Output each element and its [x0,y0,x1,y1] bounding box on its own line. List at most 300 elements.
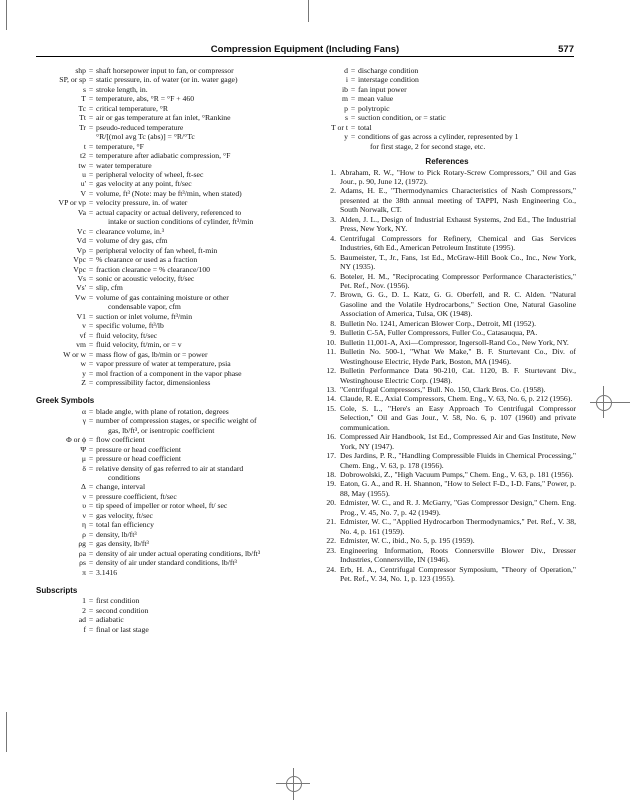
equals-sign: = [88,160,94,170]
symbol-definition: pseudo-reduced temperature [96,122,184,132]
reference-number: 14. [326,394,336,404]
symbol-definition: specific volume, ft³/lb [96,321,164,331]
symbol: VP or vp [58,198,86,208]
symbol-row [36,85,308,94]
symbol-row [36,312,308,321]
equals-sign: = [88,283,94,293]
symbol: ν [82,491,86,501]
symbol-definition: total fan efficiency [96,520,154,530]
symbol-row [36,492,308,501]
symbol-row [36,369,308,378]
symbol-definition: conditions of gas across a cylinder, represented by 1 [358,132,519,142]
reference-number: 20. [326,498,336,508]
symbol-definition: for first stage, 2 for second stage, etc. [370,141,486,151]
symbol-definition: suction or inlet volume, ft³/min [96,311,193,321]
symbol: tw [78,160,86,170]
reference-text: "Centrifugal Compressors," Bull. No. 150, Clark Bros. Co. (1958). [340,384,546,394]
equals-sign: = [350,66,356,75]
symbol-row [36,302,308,311]
symbol-row [36,340,308,349]
symbol: ρs [79,558,86,568]
symbol-definition: fraction clearance = % clearance/100 [96,264,211,274]
references-heading: References [425,157,469,167]
reference-text: Centrifugal Compressors for Refinery, Chemical and Gas Services Industries, 6th Ed., American Petroleum Institute (1995). [340,233,576,253]
symbol: s [345,113,348,123]
symbol-definition: total [358,122,372,132]
equals-sign: = [88,103,94,113]
symbol-row [36,227,308,236]
symbol-row [36,539,308,548]
equals-sign: = [88,330,94,340]
symbol-definition: temperature after adiabatic compression, °F [96,151,231,161]
symbol-row [318,142,576,151]
reference-number: 21. [326,517,336,527]
symbol: Vpc [73,255,86,265]
reference-number: 24. [326,564,336,574]
greek-symbols-list [36,407,308,577]
equals-sign: = [88,75,94,85]
crop-mark [6,712,7,752]
symbol-row [318,113,576,122]
symbol-definition: suction condition, or = static [358,113,446,123]
reference-item [318,253,576,272]
reference-text: Edmister, W. C., ibid., No. 5, p. 195 (1959). [340,536,475,546]
reference-text: Brown, G. G., D. L. Katz, G. G. Oberfell, and R. C. Alden. "Natural Gasoline and the Volatile Hydrocarbons," Section One, Natural Gasoline Association of America, Tulsa, OK (1948). [340,290,576,319]
equals-sign: = [88,416,94,426]
symbol-definition: temperature, °F [96,141,144,151]
symbol-definition: clearance volume, in.³ [96,226,165,236]
symbol-definition: static pressure, in. of water (or in. water gage) [96,75,238,85]
symbol-definition: stroke length, in. [96,84,148,94]
symbol: s [83,84,86,94]
symbol-definition: first condition [96,596,140,606]
reference-item [318,234,576,253]
equals-sign: = [88,169,94,179]
equals-sign: = [88,558,94,568]
symbol-definition: mol fraction of a component in the vapor phase [96,368,242,378]
symbol: δ [82,463,86,473]
symbol: Vw [74,292,86,302]
reference-number: 1. [330,167,336,177]
symbol-definition: gas density, lb/ft³ [96,539,149,549]
symbol: Φ or ϕ [66,435,86,445]
symbol-definition: tip speed of impeller or rotor wheel, ft/ sec [96,501,228,511]
symbol-row [318,104,576,113]
equals-sign [86,302,96,311]
symbol-definition: pressure coefficient, ft/sec [96,491,177,501]
symbol-row [36,530,308,539]
reference-item [318,517,576,536]
reference-item [318,479,576,498]
symbol-definition: vapor pressure of water at temperature, psia [96,359,231,369]
equals-sign: = [88,548,94,558]
equals-sign: = [350,75,356,85]
symbol-row [36,189,308,198]
equals-sign: = [88,463,94,473]
symbol-row [36,549,308,558]
symbol-row [36,161,308,170]
symbol: ρa [78,548,86,558]
symbol-definition: pressure or head coefficient [96,454,182,464]
symbol-definition: mass flow of gas, lb/min or = power [96,349,208,359]
symbol [318,142,348,151]
subscripts-heading: Subscripts [36,586,78,596]
symbol-definition: density, lb/ft³ [96,529,137,539]
equals-sign: = [88,226,94,236]
symbol-definition: peripheral velocity of fan wheel, ft-min [96,245,218,255]
equals-sign: = [88,292,94,302]
reference-item [318,432,576,451]
symbol: Va [77,207,86,217]
reference-item [318,290,576,318]
nomenclature-list [36,66,308,387]
symbol: ib [342,84,348,94]
symbol-definition: volume, ft³ (Note: may be ft³/min, when stated) [96,188,242,198]
symbol: Z [81,377,86,387]
reference-number: 2. [330,186,336,196]
symbol-definition: second condition [96,605,149,615]
reference-text: Claude, R. E., Axial Compressors, Chem. Eng., V. 63, No. 6, p. 212 (1956). [340,394,573,404]
symbol-definition: density of air under standard conditions, lb/ft³ [96,558,237,568]
symbol-row [36,416,308,425]
reference-number: 8. [330,318,336,328]
symbol: 2 [82,605,86,615]
symbol-row [318,94,576,103]
equals-sign: = [88,454,94,464]
symbol-row [36,208,308,217]
reference-item [318,338,576,347]
symbol: Vd [76,236,86,246]
equals-sign [348,142,358,151]
symbol [36,426,86,435]
equals-sign: = [350,103,356,113]
symbol: Tt [79,113,86,123]
symbol-definition: fluid velocity, ft/min, or = v [96,340,182,350]
symbol: Tr [79,122,86,132]
equals-sign: = [88,435,94,445]
symbol-row [36,142,308,151]
symbol-definition: final or last stage [96,624,149,634]
reference-text: Alden, J. L., Design of Industrial Exhaust Systems, 2nd Ed., The Industrial Press, New York, NY. [340,214,576,234]
symbol-row [36,558,308,567]
symbol: V1 [76,311,86,321]
symbol-row [36,606,308,615]
symbol: 1 [82,596,86,606]
equals-sign: = [88,567,94,577]
symbol: υ [82,501,86,511]
symbol-definition: °R/[(mol avg Tc (abs)] = °R/°Tc [96,132,195,142]
symbol-row [36,283,308,292]
equals-sign: = [88,198,94,208]
equals-sign: = [88,444,94,454]
symbol-definition: relative density of gas referred to air at standard [96,463,244,473]
reference-text: Eaton, G. A., and R. H. Shannon, "How to Select F-D., I-D. Fans," Power, p. 88, May (1955). [340,479,576,498]
equals-sign [86,426,96,435]
reference-number: 4. [330,233,336,243]
symbol: u [82,169,86,179]
equals-sign [86,132,96,141]
symbol-row [36,331,308,340]
symbol-row [36,75,308,84]
symbol-row [318,132,576,141]
symbol: ρ [82,529,86,539]
reference-item [318,328,576,337]
symbol: μ [81,454,86,464]
symbol-definition: blade angle, with plane of rotation, degrees [96,406,229,416]
symbol-definition: shaft horsepower input to fan, or compressor [96,66,234,75]
reference-text: Des Jardins, P. R., "Handling Compressible Fluids in Chemical Processing," Chem. Eng., V. 63, p. 178 (1956). [340,451,576,470]
reference-text: Engineering Information, Roots Connersville Blower Div., Dresser Industries, Connersville, IN (1946). [340,545,576,565]
symbol-row [36,454,308,463]
symbol-definition: gas, lb/ft³, or isentropic coefficient [108,425,215,435]
equals-sign: = [88,482,94,492]
reference-number: 3. [330,214,336,224]
symbol-definition: pressure or head coefficient [96,444,182,454]
equals-sign: = [88,529,94,539]
symbol-definition: intake or suction conditions of cylinder, ft³/min [108,217,254,227]
symbol-definition: velocity pressure, in. of water [96,198,188,208]
symbol-definition: discharge condition [358,66,419,75]
symbol: Vc [77,226,86,236]
symbol-row [36,378,308,387]
reference-text: Erb, H. A., Centrifugal Compressor Symposium, "Theory of Operation," Pet. Ref., V. 34, No. 1, p. 123 (1955). [340,564,576,584]
equals-sign: = [350,84,356,94]
symbol-row [36,170,308,179]
symbol: y [82,368,86,378]
symbol-row [36,265,308,274]
reference-item [318,385,576,394]
symbol-row [36,350,308,359]
reference-number: 17. [326,451,336,461]
symbol-definition: 3.1416 [96,567,118,577]
symbol: Tc [78,103,86,113]
symbol: SP, or sp [59,75,86,85]
symbol-definition: number of compression stages, or specific weight of [96,416,257,426]
reference-text: Baumeister, T., Jr., Fans, 1st Ed., McGraw-Hill Book Co., Inc., New York, NY (1935). [340,252,576,272]
symbol: α [81,406,86,416]
reference-item [318,215,576,234]
equals-sign: = [88,406,94,416]
reference-number: 22. [326,536,336,546]
reference-number: 13. [326,384,336,394]
equals-sign: = [88,84,94,94]
reference-item [318,451,576,470]
reference-text: Adams, H. E., "Thermodynamics Characteristics of Nash Compressors," presented at the 38th annual meeting of TAPPI, Nash Engineering Co., South Norwalk, CT. [340,186,576,215]
symbol-definition: change, interval [96,482,146,492]
reference-item [318,394,576,403]
equals-sign: = [88,245,94,255]
symbol: ad [78,615,86,625]
symbol-row [36,615,308,624]
reference-item [318,168,576,187]
symbol [36,132,86,141]
symbol: vm [76,340,86,350]
symbol: t2 [80,151,86,161]
symbol-row [36,501,308,510]
reference-item [318,565,576,584]
reference-number: 10. [326,337,336,347]
reference-number: 11. [326,347,336,357]
equals-sign: = [88,359,94,369]
symbol-definition: critical temperature, °R [96,103,169,113]
equals-sign: = [88,66,94,75]
reference-text: Abraham, R. W., "How to Pick Rotary-Screw Compressors," Oil and Gas Jour., p. 90, June 12, (1972). [340,167,576,186]
reference-number: 18. [326,470,336,480]
symbol-row [36,293,308,302]
reference-item [318,319,576,328]
references-list [318,168,576,584]
symbol-row [36,198,308,207]
symbol-definition: polytropic [358,103,390,113]
reference-text: Compressed Air Handbook, 1st Ed., Compressed Air and Gas Institute, New York, NY (1947). [340,432,576,451]
symbol: Vs' [76,283,86,293]
equals-sign: = [88,539,94,549]
equals-sign [86,473,96,482]
symbol-row [36,151,308,160]
symbol: T [81,94,86,104]
symbol-definition: fluid velocity, ft/sec [96,330,158,340]
symbol: W or w [63,349,86,359]
symbol-row [36,132,308,141]
symbol-definition: sonic or acoustic velocity, ft/sec [96,273,195,283]
symbol: shp [75,66,86,75]
symbol-definition: interstage condition [358,75,419,85]
equals-sign: = [88,510,94,520]
symbol: vf [79,330,86,340]
symbol-row [318,85,576,94]
symbol-definition: density of air under actual operating conditions, lb/ft³ [96,548,261,558]
equals-sign: = [88,188,94,198]
symbol-row [36,217,308,226]
symbol-row [36,568,308,577]
symbol-row [36,464,308,473]
reference-text: Edmister, W. C., "Applied Hydrocarbon Thermodynamics," Pet. Ref., V. 38, No. 4, p. 161 (1959). [340,517,576,536]
equals-sign: = [88,255,94,265]
reference-text: Bulletin No. 500-1, "What We Make," B. F. Sturtevant Co., Div. of Westinghouse Electric, Hyde Park, Boston, MA (1946). [340,347,576,366]
equals-sign: = [88,264,94,274]
equals-sign: = [88,501,94,511]
reference-number: 5. [330,252,336,262]
reference-text: Bulletin 11,001-A, Axi—Compressor, Ingersoll-Rand Co., New York, NY. [340,337,569,347]
symbol: γ [82,416,86,426]
symbol-row [36,66,308,75]
symbol-definition: fan input power [358,84,407,94]
equals-sign: = [88,377,94,387]
symbol: η [81,520,86,530]
equals-sign: = [88,179,94,189]
equals-sign: = [88,141,94,151]
reference-text: Dobrowolski, Z., "High Vacuum Pumps," Chem. Eng., V. 63, p. 181 (1956). [340,470,574,480]
symbol: v [82,321,86,331]
equals-sign: = [88,349,94,359]
equals-sign: = [88,596,94,606]
symbol-row [36,104,308,113]
registration-circle [596,395,612,411]
reference-item [318,470,576,479]
page-number: 577 [558,44,574,55]
symbol-definition: air or gas temperature at fan inlet, °Rankine [96,113,231,123]
symbol-definition: flow coefficient [96,435,145,445]
reference-number: 7. [330,290,336,300]
symbol-definition: slip, cfm [96,283,123,293]
symbol-definition: mean value [358,94,394,104]
symbol-definition: water temperature [96,160,152,170]
crop-mark [6,0,7,30]
equals-sign: = [88,605,94,615]
reference-item [318,404,576,432]
reference-number: 9. [330,328,336,338]
reference-item [318,498,576,517]
reference-number: 6. [330,271,336,281]
symbol-row [36,511,308,520]
reference-number: 19. [326,479,336,489]
reference-number: 15. [326,403,336,413]
symbol: Vs [77,273,86,283]
reference-text: Bulletin No. 1241, American Blower Corp., Detroit, MI (1952). [340,318,537,328]
symbol-row [318,66,576,75]
symbol: d [344,66,348,75]
symbol-row [36,321,308,330]
symbol-row [36,482,308,491]
page-title: Compression Equipment (Including Fans) [210,44,400,55]
symbol: ν [82,510,86,520]
symbol-row [36,435,308,444]
reference-text: Cole, S. L., "Here's an Easy Approach To Centrifugal Compressor Selection," Oil and Gas Jour., V. 58, No. 6, p. 107 (1960) and private communication. [340,403,576,432]
symbol: w [80,359,86,369]
equals-sign: = [88,236,94,246]
symbol-row [36,520,308,529]
symbol-definition: volume of gas containing moisture or other [96,292,229,302]
symbol: y [344,132,348,142]
reference-item [318,272,576,291]
symbol-row [36,596,308,605]
symbol: p [344,103,348,113]
symbol-row [36,426,308,435]
symbol-definition: gas velocity at any point, ft/sec [96,179,192,189]
symbol-row [36,274,308,283]
subscripts-list [36,596,308,634]
symbol-row [36,473,308,482]
equals-sign: = [88,151,94,161]
reference-item [318,546,576,565]
symbol-definition: adiabatic [96,615,124,625]
equals-sign: = [350,94,356,104]
equals-sign: = [88,491,94,501]
equals-sign: = [88,615,94,625]
symbol: t [83,141,86,151]
reference-number: 12. [326,366,336,376]
symbol-row [36,94,308,103]
symbol: f [83,624,86,634]
symbol-definition: peripheral velocity of wheel, ft-sec [96,169,204,179]
symbol-definition: gas velocity, ft/sec [96,510,153,520]
greek-symbols-heading: Greek Symbols [36,396,95,406]
equals-sign [86,217,96,226]
symbol: Vpc [73,264,86,274]
symbol: u' [80,179,86,189]
equals-sign: = [350,132,356,142]
reference-item [318,186,576,214]
symbol-definition: % clearance or used as a fraction [96,255,198,265]
reference-text: Edmister, W. C., and R. J. McGarry, "Gas Compressor Design," Chem. Eng. Prog., V. 45, No. 7, p. 42 (1949). [340,498,576,517]
equals-sign: = [350,113,356,123]
symbol-row [36,113,308,122]
equals-sign: = [88,122,94,132]
equals-sign: = [88,368,94,378]
symbol-definition: temperature, abs, °R = °F + 460 [96,94,195,104]
equals-sign: = [88,113,94,123]
symbol [36,473,86,482]
